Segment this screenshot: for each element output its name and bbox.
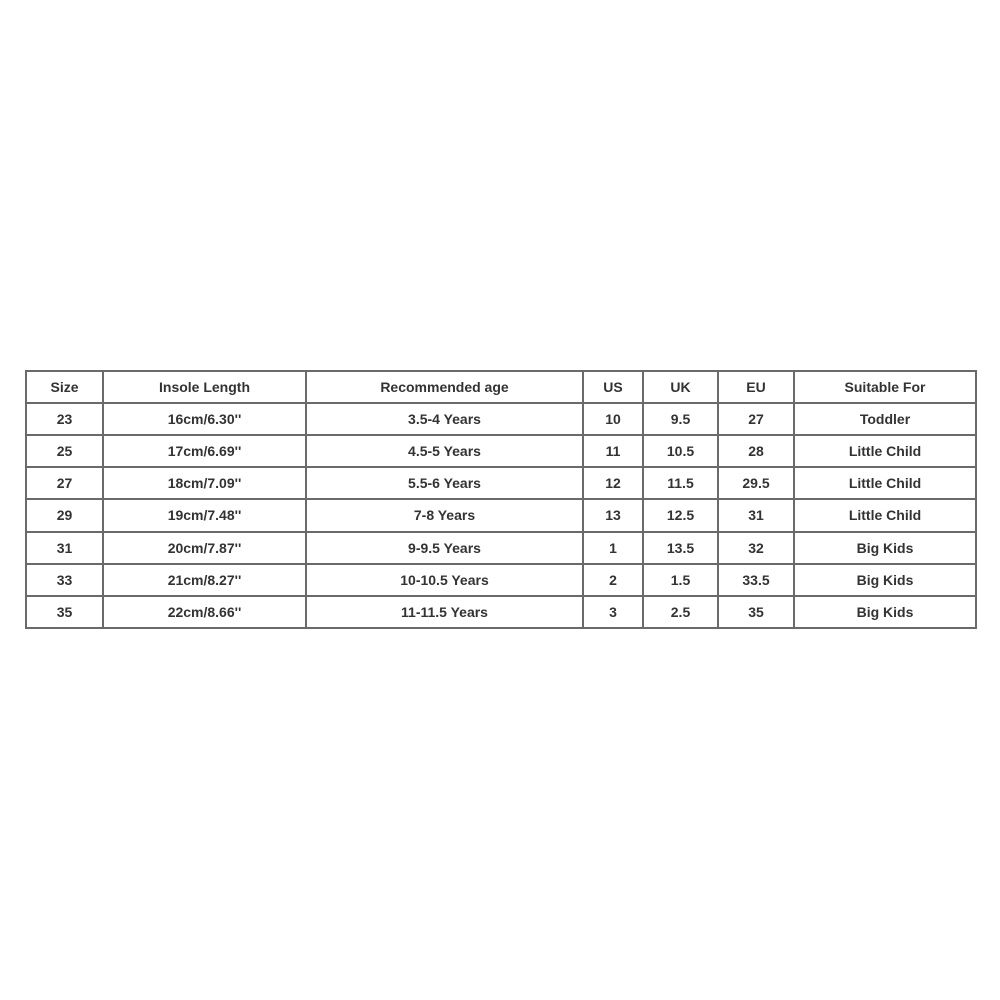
cell-us: 1 <box>583 532 643 564</box>
header-eu: EU <box>718 371 794 403</box>
cell-insole-length: 17cm/6.69'' <box>103 435 306 467</box>
size-chart-table <box>25 370 977 629</box>
header-suitable-for: Suitable For <box>794 371 976 403</box>
table-header-row <box>26 371 976 403</box>
header-us: US <box>583 371 643 403</box>
cell-suitable-for: Toddler <box>794 403 976 435</box>
cell-recommended-age: 11-11.5 Years <box>306 596 583 628</box>
header-insole-length: Insole Length <box>103 371 306 403</box>
cell-us: 3 <box>583 596 643 628</box>
table-row <box>26 467 976 499</box>
cell-suitable-for: Big Kids <box>794 532 976 564</box>
cell-size: 33 <box>26 564 103 596</box>
cell-recommended-age: 10-10.5 Years <box>306 564 583 596</box>
cell-eu: 32 <box>718 532 794 564</box>
cell-suitable-for: Big Kids <box>794 564 976 596</box>
cell-eu: 35 <box>718 596 794 628</box>
cell-suitable-for: Little Child <box>794 435 976 467</box>
table-row <box>26 499 976 531</box>
cell-recommended-age: 5.5-6 Years <box>306 467 583 499</box>
cell-insole-length: 21cm/8.27'' <box>103 564 306 596</box>
cell-eu: 27 <box>718 403 794 435</box>
header-recommended-age: Recommended age <box>306 371 583 403</box>
cell-size: 23 <box>26 403 103 435</box>
cell-size: 25 <box>26 435 103 467</box>
cell-us: 10 <box>583 403 643 435</box>
cell-suitable-for: Little Child <box>794 467 976 499</box>
cell-eu: 33.5 <box>718 564 794 596</box>
cell-recommended-age: 3.5-4 Years <box>306 403 583 435</box>
table-row <box>26 532 976 564</box>
cell-size: 35 <box>26 596 103 628</box>
cell-insole-length: 18cm/7.09'' <box>103 467 306 499</box>
cell-uk: 2.5 <box>643 596 718 628</box>
cell-uk: 9.5 <box>643 403 718 435</box>
cell-insole-length: 19cm/7.48'' <box>103 499 306 531</box>
cell-uk: 12.5 <box>643 499 718 531</box>
cell-recommended-age: 9-9.5 Years <box>306 532 583 564</box>
cell-us: 11 <box>583 435 643 467</box>
cell-us: 12 <box>583 467 643 499</box>
cell-us: 2 <box>583 564 643 596</box>
cell-eu: 31 <box>718 499 794 531</box>
table-row <box>26 596 976 628</box>
cell-size: 27 <box>26 467 103 499</box>
header-uk: UK <box>643 371 718 403</box>
cell-recommended-age: 7-8 Years <box>306 499 583 531</box>
cell-recommended-age: 4.5-5 Years <box>306 435 583 467</box>
cell-size: 31 <box>26 532 103 564</box>
cell-insole-length: 22cm/8.66'' <box>103 596 306 628</box>
table-row <box>26 435 976 467</box>
cell-uk: 1.5 <box>643 564 718 596</box>
cell-uk: 11.5 <box>643 467 718 499</box>
cell-size: 29 <box>26 499 103 531</box>
table-row <box>26 403 976 435</box>
cell-insole-length: 16cm/6.30'' <box>103 403 306 435</box>
cell-insole-length: 20cm/7.87'' <box>103 532 306 564</box>
table-row <box>26 564 976 596</box>
cell-suitable-for: Big Kids <box>794 596 976 628</box>
cell-uk: 13.5 <box>643 532 718 564</box>
cell-us: 13 <box>583 499 643 531</box>
header-size: Size <box>26 371 103 403</box>
cell-suitable-for: Little Child <box>794 499 976 531</box>
cell-eu: 28 <box>718 435 794 467</box>
cell-uk: 10.5 <box>643 435 718 467</box>
cell-eu: 29.5 <box>718 467 794 499</box>
